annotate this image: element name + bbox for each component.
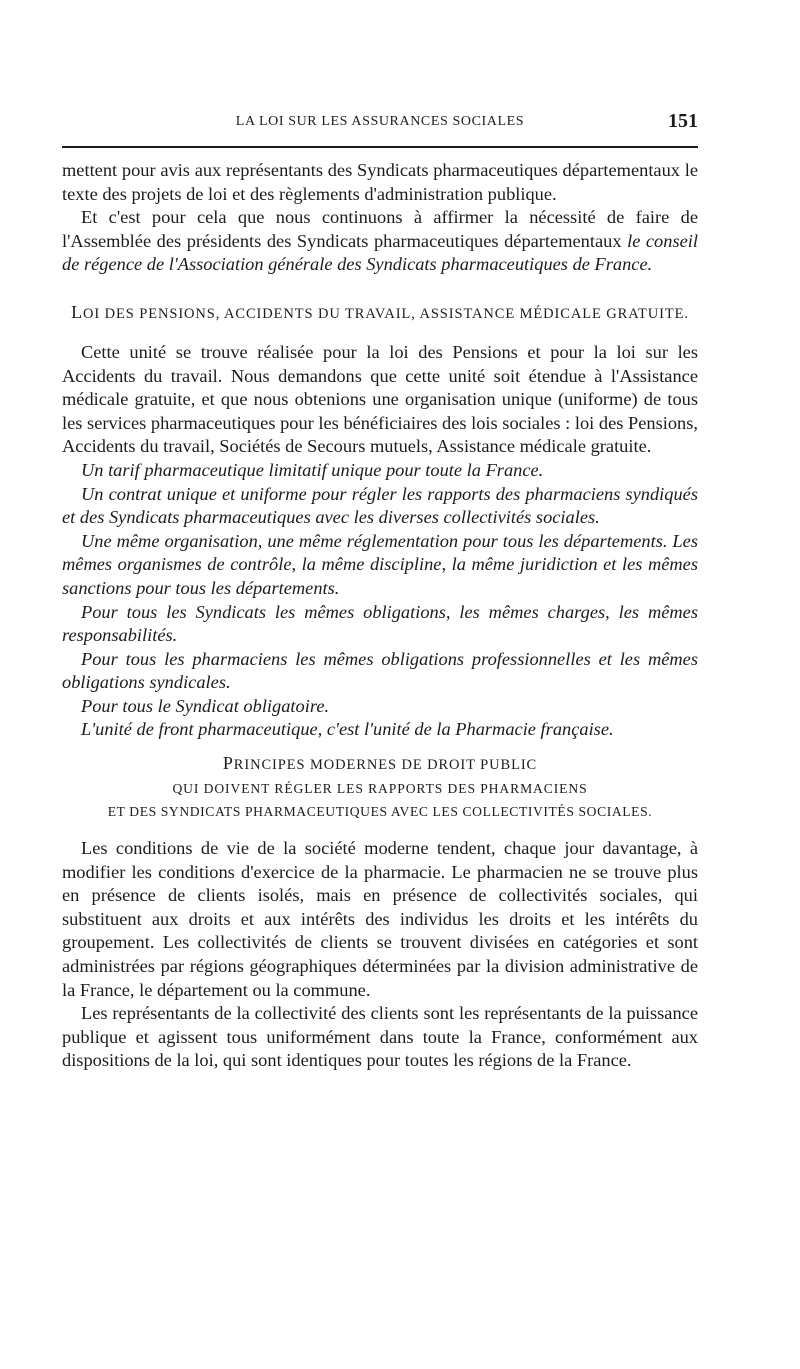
paragraph-assembly-italic: le conseil de régence de l'Association générale des Syndicats pharmaceutiques de France.	[62, 230, 698, 275]
principes-heading-line-3: ET DES SYNDICATS PHARMACEUTIQUES AVEC LES COLLECTIVITÉS SOCIALES.	[107, 804, 653, 820]
section-heading-pensions-initial: L	[71, 301, 84, 322]
paragraph-representants: Les représentants de la collectivité des clients sont les représentants de la puissance publique et agissent tous uniformément dans toute la France, conformément aux dispositions de la loi, qui sont identiques pour toutes les régions de la France.	[62, 1003, 698, 1071]
italic-paragraph-unite-front: L'unité de front pharmaceutique, c'est l'unité de la Pharmacie française.	[81, 719, 614, 740]
principes-heading-line-1-rest: RINCIPES MODERNES DE DROIT PUBLIC	[233, 757, 538, 774]
section-heading-pensions	[62, 302, 698, 324]
page-number: 151	[668, 110, 698, 132]
italic-paragraph-syndicats: Pour tous les Syndicats les mêmes obligations, les mêmes charges, les mêmes responsabilités.	[62, 601, 698, 646]
italic-paragraph-syndicat-obligatoire: Pour tous le Syndicat obligatoire.	[81, 695, 330, 716]
section-heading-pensions-rest: OI DES PENSIONS, ACCIDENTS DU TRAVAIL, ASSISTANCE MÉDICALE GRATUITE.	[83, 305, 689, 322]
paragraph-continuation: mettent pour avis aux représentants des Syndicats pharmaceutiques départementaux le texte des projets de loi et des règlements d'administration publique.	[62, 160, 698, 204]
principes-heading-initial: P	[222, 753, 234, 774]
header-rule	[62, 146, 698, 148]
italic-paragraph-contrat: Un contrat unique et uniforme pour régler les rapports des pharmaciens syndiqués et des Syndicats pharmaceutiques avec les diverses collectivités sociales.	[62, 483, 698, 528]
italic-paragraph-pharmaciens: Pour tous les pharmaciens les mêmes obligations professionnelles et les mêmes obligations syndicales.	[62, 648, 698, 693]
running-title: LA LOI SUR LES ASSURANCES SOCIALES	[235, 114, 525, 129]
principes-heading-line-2: QUI DOIVENT RÉGLER LES RAPPORTS DES PHARMACIENS	[172, 781, 588, 797]
paragraph-unity: Cette unité se trouve réalisée pour la loi des Pensions et pour la loi sur les Accidents du travail. Nous demandons que cette unité soit étendue à l'Assistance médicale gratuite, et que nous obtenions une organisation unique (uniforme) de tous les services pharmaceutiques pour les bénéficiaires des lois sociales : loi des Pensions, Accidents du travail, Sociétés de Secours mutuels, Assistance médicale gratuite.	[62, 341, 698, 457]
section-heading-principes	[62, 752, 698, 823]
body-text	[62, 159, 698, 1073]
italic-paragraph-tarif: Un tarif pharmaceutique limitatif unique pour toute la France.	[81, 459, 544, 480]
running-header	[62, 112, 698, 136]
paragraph-assembly-roman: Et c'est pour cela que nous continuons à affirmer la nécessité de faire de l'Assemblée des présidents des Syndicats pharmaceutiques départementaux	[62, 207, 698, 251]
paragraph-assembly	[62, 206, 698, 277]
principes-heading-line-1	[62, 752, 698, 777]
paragraph-conditions: Les conditions de vie de la société moderne tendent, chaque jour davantage, à modifier les conditions d'exercice de la pharmacie. Le pharmacien ne se trouve plus en présence de clients isolés, mais en présence de collectivités sociales, qui substituent aux droits et aux intérêts des individus les droits et les intérêts du groupement. Les collectivités de clients se trouvent divisées en catégories et sont administrées par régions géographiques déterminées par la division administrative de la France, le département ou la commune.	[62, 838, 698, 1000]
italic-paragraph-organisation: Une même organisation, une même réglementation pour tous les départements. Les mêmes organismes de contrôle, la même discipline, la même juridiction et les mêmes sanctions pour tous les départements.	[62, 530, 698, 598]
